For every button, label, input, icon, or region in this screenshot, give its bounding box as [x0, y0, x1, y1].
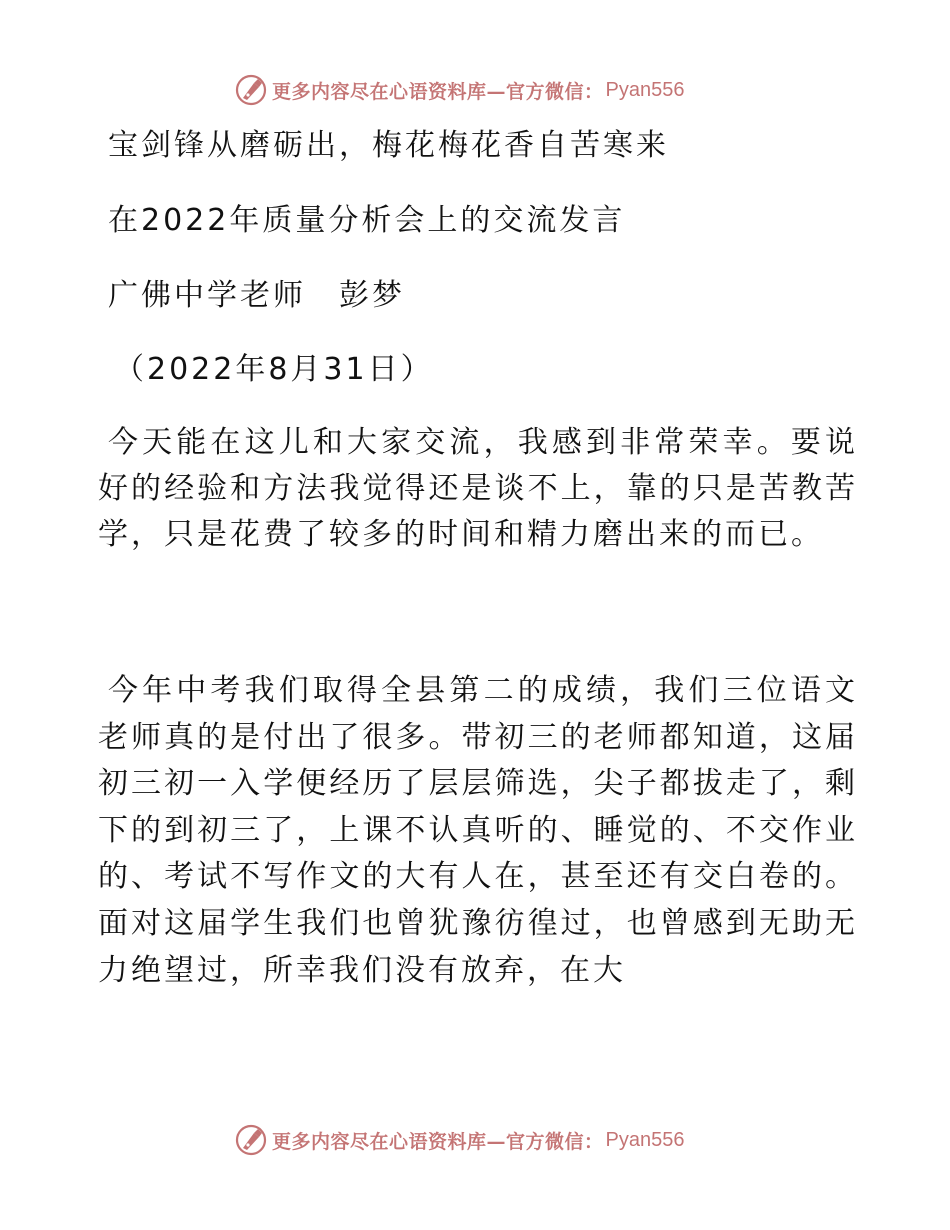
header-watermark	[234, 70, 684, 110]
paragraph-2	[98, 668, 858, 994]
footer-watermark	[234, 1120, 684, 1160]
paragraph-text: 今天能在这儿和大家交流，我感到非常荣幸。要说好的经验和方法我觉得还是谈不上，靠的只是苦教苦学，只是花费了较多的时间和精力磨出来的而已。	[98, 425, 858, 552]
watermark-wechat-id: Pyan556	[605, 1128, 685, 1151]
document-title: 宝剑锋从磨砺出，梅花梅花香自苦寒来	[108, 128, 669, 163]
date-line: （2022年8月31日）	[114, 352, 434, 387]
watermark-wechat-id: Pyan556	[605, 78, 685, 101]
paragraph-1	[98, 420, 858, 558]
watermark-text: 更多内容尽在心语资料库—官方微信：	[272, 80, 604, 103]
pen-nib-logo-icon	[234, 1123, 268, 1157]
pen-nib-logo-icon	[234, 73, 268, 107]
document-subtitle: 在2022年质量分析会上的交流发言	[108, 203, 626, 238]
paragraph-text: 今年中考我们取得全县第二的成绩，我们三位语文老师真的是付出了很多。带初三的老师都知道，这届初三初一入学便经历了层层筛选，尖子都拔走了，剩下的到初三了，上课不认真听的、睡觉的、不交作业的、考试不写作文的大有人在，甚至还有交白卷的。面对这届学生我们也曾犹豫彷徨过，也曾感到无助无力绝望过，所幸我们没有放弃，在大	[98, 673, 858, 988]
author-line: 广佛中学老师 彭梦	[108, 278, 405, 313]
watermark-text: 更多内容尽在心语资料库—官方微信：	[272, 1130, 604, 1153]
